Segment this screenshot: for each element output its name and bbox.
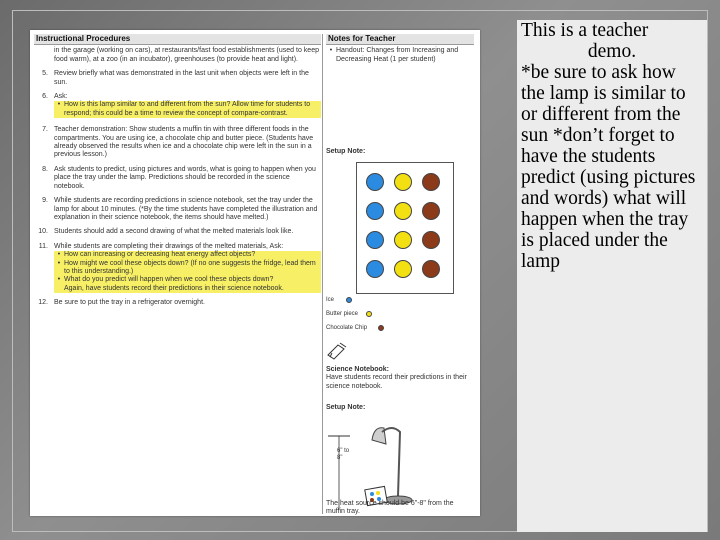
item-text: Teacher demonstration: Show students a muffin tin with three different foods in the compartments. You are using ice, a chocolate chip and butter piece. (Students have already observed the results when ice and a chocolate chip were left in the sun in a previous lesson.)	[54, 126, 314, 159]
ice-cup	[366, 173, 384, 191]
highlighted-question	[54, 101, 321, 118]
setup-note-label-2: Setup Note:	[326, 404, 366, 411]
slide-notes	[517, 20, 707, 532]
right-header: Notes for Teacher	[326, 34, 474, 45]
procedure-item	[34, 70, 321, 87]
question-row	[54, 276, 321, 284]
procedure-item	[34, 47, 321, 64]
setup-note-label: Setup Note:	[326, 148, 366, 155]
butter-swatch	[366, 311, 372, 317]
question-text: How might we cool these objects down? (If no one suggests the fridge, lead them to this understanding.)	[64, 259, 316, 275]
item-text: While students are recording predictions in science notebook, set the tray under the lamp for about 10 minutes. (*By the time students have completed the illustration and explanation in their science notebook, the items should have melted.)	[54, 197, 318, 221]
chocolate-swatch	[378, 325, 384, 331]
procedure-item	[34, 228, 321, 236]
ice-cup	[366, 202, 384, 220]
science-notebook-note	[326, 366, 472, 391]
question-row	[54, 251, 321, 259]
ice-cup	[366, 231, 384, 249]
highlighted-questions	[54, 251, 321, 293]
procedure-item	[34, 93, 321, 118]
ask-label: Ask:	[54, 93, 68, 101]
note-line-1: This is a teacher	[521, 20, 649, 41]
distance-label: 6" to 8"	[337, 448, 350, 461]
butter-cup	[394, 202, 412, 220]
legend-label: Butter piece	[326, 311, 359, 317]
item-number: 12.	[38, 299, 48, 307]
teacher-notes-column	[322, 34, 474, 514]
question-text: Again, have students record their predictions in their science notebook.	[64, 284, 284, 292]
ice-cup	[366, 260, 384, 278]
question-text: How is this lamp similar to and different from the sun? Allow time for students to respond; this could be a time to review the concept of compare-contrast.	[64, 101, 311, 117]
ask-label: While students are completing their drawings of the melted materials, Ask:	[54, 242, 284, 250]
ice-swatch	[346, 297, 352, 303]
chocolate-cup	[422, 231, 440, 249]
legend-chocolate	[326, 324, 367, 332]
muffin-tin-diagram	[356, 162, 454, 294]
handout-note	[326, 47, 474, 64]
procedure-item	[34, 243, 321, 293]
legend-label: Ice	[326, 297, 335, 303]
legend-label: Chocolate Chip	[326, 325, 368, 331]
bullet-icon: •	[57, 251, 61, 259]
legend-butter	[326, 310, 358, 318]
notebook-title: Science Notebook:	[326, 366, 390, 373]
item-text	[54, 243, 321, 293]
butter-cup	[394, 231, 412, 249]
notebook-icon	[326, 341, 348, 364]
chocolate-cup	[422, 260, 440, 278]
item-text: Review briefly what was demonstrated in the last unit when objects were left in the sun.	[54, 70, 309, 86]
item-number: 11.	[38, 242, 48, 250]
note-line-2: demo.	[587, 41, 637, 62]
item-number	[34, 47, 54, 64]
item-number: 6.	[42, 93, 48, 101]
bullet-icon: •	[329, 47, 333, 55]
procedure-item	[34, 166, 321, 191]
item-number: 8.	[42, 165, 48, 173]
item-number: 9.	[42, 197, 48, 205]
legend-ice	[326, 296, 334, 304]
item-number: 10.	[38, 228, 48, 236]
item-text: Students should add a second drawing of what the melted materials look like.	[54, 228, 294, 236]
notebook-text: Have students record their predictions in their science notebook.	[326, 374, 467, 390]
butter-cup	[394, 260, 412, 278]
lesson-document	[30, 30, 480, 516]
item-text: in the garage (working on cars), at restaurants/fast food establishments (used to keep food warm), at a zoo (in an incubator), greenhouses (to provide heat and light).	[54, 47, 319, 63]
chocolate-cup	[422, 173, 440, 191]
bullet-icon: •	[57, 101, 61, 109]
note-body: *be sure to ask how the lamp is similar to or different from the sun *don’t forget to have the students predict (using pictures and words) what will happen when the tray is placed under the lamp	[521, 62, 696, 272]
question-text: How can increasing or decreasing heat energy affect objects?	[64, 251, 256, 259]
butter-cup	[394, 173, 412, 191]
procedure-item	[34, 299, 321, 307]
item-text: Be sure to put the tray in a refrigerator overnight.	[54, 299, 205, 307]
question-row	[54, 260, 321, 277]
item-number: 7.	[42, 126, 48, 134]
left-header: Instructional Procedures	[34, 34, 321, 45]
handout-text: Handout: Changes from Increasing and Decreasing Heat (1 per student)	[336, 47, 459, 63]
heat-source-note: The heat source should be 6"-8" from the muffin tray.	[326, 500, 454, 516]
bullet-icon: •	[57, 276, 61, 284]
question-text: What do you predict will happen when we cool these objects down?	[64, 276, 274, 284]
item-text: Ask students to predict, using pictures and words, what is going to happen when you place the tray under the lamp. Predictions should be recorded in the science notebook.	[54, 165, 316, 190]
item-text	[54, 93, 321, 118]
instructional-procedures-column	[34, 34, 321, 308]
item-number: 5.	[42, 70, 48, 78]
bullet-icon: •	[57, 259, 61, 267]
chocolate-cup	[422, 202, 440, 220]
procedure-item	[34, 126, 321, 160]
procedure-item	[34, 197, 321, 222]
question-row	[54, 285, 321, 293]
